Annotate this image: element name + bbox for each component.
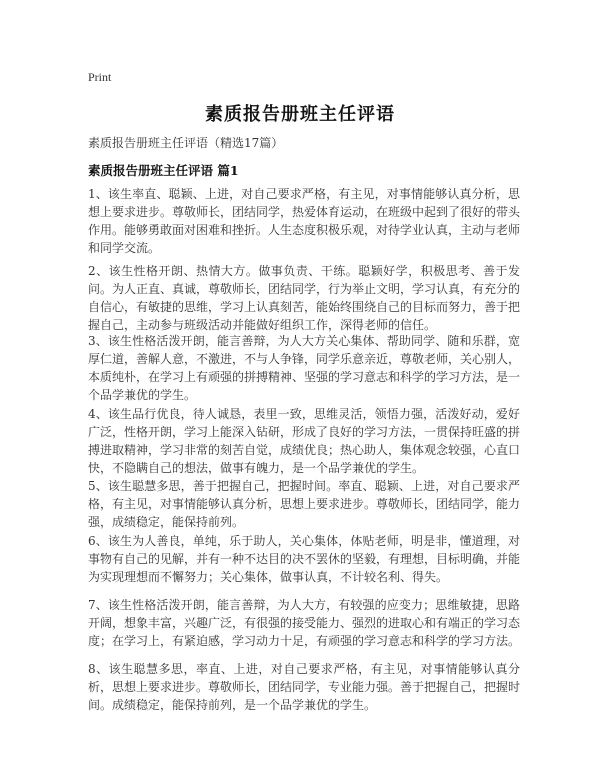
document-title: 素质报告册班主任评语 — [205, 104, 395, 125]
paragraph-8: 8、该生聪慧多思，率直、上进，对自己要求严格，有主见，对事情能够认真分析，思想上要求进步。尊敬师长，团结同学，专业能力强。善于把握自己，把握时间。成绩稳定，能保持前列，是一个品学兼优的学生。 — [88, 662, 521, 712]
section-heading: 素质报告册班主任评语 篇1 — [88, 163, 239, 178]
document-subtitle: 素质报告册班主任评语（精选17篇） — [88, 136, 284, 150]
print-link[interactable]: Print — [88, 70, 112, 84]
paragraph-4: 4、该生品行优良，待人诚恳，表里一致，思维灵活，领悟力强，活泼好动，爱好广泛，性格开朗，学习上能深入钻研，形成了良好的学习方法，一贯保持旺盛的拼搏进取精神，学习非常的刻苦自觉，成绩优良；热心助人，集体观念较强，心直口快，不隐瞒自己的想法，做事有魄力，是一个品学兼优的学生。 — [88, 407, 521, 475]
paragraph-2: 2、该生性格开朗、热情大方。做事负责、干练。聪颖好学，积极思考、善于发问。为人正直、真诚，尊敬师长，团结同学，行为举止文明，学习认真，有充分的自信心，有敏捷的思维，学习上认真刻苦，能始终围绕自己的目标而努力，善于把握自己，主动参与班级活动并能做好组织工作，深得老师的信任。 — [88, 264, 521, 332]
paragraph-3: 3、该生性格活泼开朗，能言善辩，为人大方关心集体、帮助同学、随和乐群，宽厚仁道，善解人意，不激进，不与人争锋，同学乐意亲近，尊敬老师，关心别人，本质纯朴，在学习上有顽强的拼搏精神、坚强的学习意志和科学的学习方法，是一个品学兼优的学生。 — [88, 334, 521, 402]
paragraph-5: 5、该生聪慧多思，善于把握自己，把握时间。率直、聪颖、上进，对自己要求严格，有主见，对事情能够认真分析，思想上要求进步。尊敬师长，团结同学，能力强，成绩稳定，能保持前列。 — [88, 479, 521, 529]
paragraph-1: 1、该生率直、聪颖、上进，对自己要求严格，有主见，对事情能够认真分析，思想上要求进步。尊敬师长，团结同学，热爱体育运动，在班级中起到了很好的带头作用。能够勇敢面对困难和挫折。人生态度积极乐观，对待学业认真，主动与老师和同学交流。 — [88, 187, 521, 255]
paragraph-6: 6、该生为人善良，单纯，乐于助人，关心集体，体贴老师，明是非，懂道理，对事物有自己的见解，并有一种不达目的决不罢休的坚毅，有理想，目标明确，并能为实现理想而不懈努力；关心集体，做事认真，不计较名利、得失。 — [88, 534, 521, 584]
paragraph-7: 7、该生性格活泼开朗，能言善辩，为人大方，有较强的应变力；思维敏捷，思路开阔，想象丰富，兴趣广泛，有很强的接受能力、强烈的进取心和有端正的学习态度；在学习上，有紧迫感，学习动力十足，有顽强的学习意志和科学的学习方法。 — [88, 598, 521, 648]
